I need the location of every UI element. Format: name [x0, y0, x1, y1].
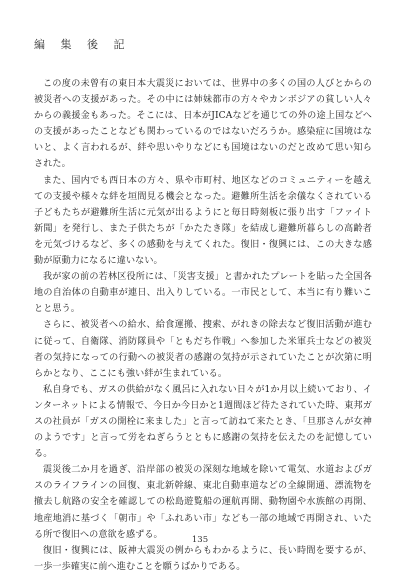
paragraph: 復旧・復興には、阪神大震災の例からもわかるように、長い時間を要するが、一歩一歩確実に前へ進むことを願うばかりである。: [34, 545, 372, 572]
paragraph: さらに、被災者への給水、給食運搬、捜索、がれきの除去など復旧活動が進むに従って、自衛隊、消防隊員や「ともだち作戦」へ参加した米軍兵士などの被災者の気持になっての行動への被災者の感謝の気持が示されていたことが次第に明らかとなり、ここにも強い絆が生まれている。: [34, 320, 372, 379]
paragraph: この度の未曾有の東日本大震災においては、世界中の多くの国の人びとからの被災者への支援があった。その中には姉妹都市の方々やカンボジアの貧しい人々からの義援金もあった。そこには、日本がJICAなどを通じての外の途上国などへの支援があったことなども関わっているのではないだろうか。感染症に国境はないと、よく言われるが、絆や思いやりなどにも国境はないのだと改めて思い知らされた。: [34, 79, 372, 170]
paragraph: 震災後二か月を過ぎ、沿岸部の被災の深刻な地域を除いて電気、水道およびガスのライフラインの回復、東北新幹線、東北自動車道などの全線開通、漂流物を撤去し航路の安全を確認しての松島遊覧船の運航再開、動物園や水族館の再開、地産地消に基づく「朝市」や「ふれあい市」なども一部の地域で再開され、いたる所で復旧への意欲を感ずる。: [34, 465, 372, 540]
section-heading: 編 集 後 記: [34, 38, 131, 51]
paragraph: また、国内でも西日本の方々、県や市町村、地区などのコミュニティーを越えての支援や様々な絆を垣間見る機会となった。避難所生活を余儀なくされている子どもたちが避難所生活に元気が出るようにと毎日時刻板に張り出す「ファイト新聞」を発行し、また子供たちが「かたたき隊」を結成し避難所暮らしの高齢者を元気づけるなど、多くの感動を与えてくれた。復旧・復興には、この大きな感動が原動力になるに違いない。: [34, 175, 372, 267]
page-number: 135: [191, 535, 209, 545]
paragraph: 私自身でも、ガスの供給がなく風呂に入れない日々が1か月以上続いており、インターネットによる情報で、今日か今日かと1週間ほど待たされていた時、東邦ガスの社員が「ガスの開栓に来ました」と言って訪ねて来たとき、「旦那さんが女神のようです」と言って労をねぎらうとともに感謝の気持を伝えたのを記憶している。: [34, 384, 372, 460]
paragraph: 我が家の前の若林区役所には、「災害支援」と書かれたプレートを貼った全国各地の自治体の自動車が連日、出入りしている。一市民として、本当に有り難いことと思う。: [34, 272, 372, 315]
body-text: [34, 76, 372, 575]
